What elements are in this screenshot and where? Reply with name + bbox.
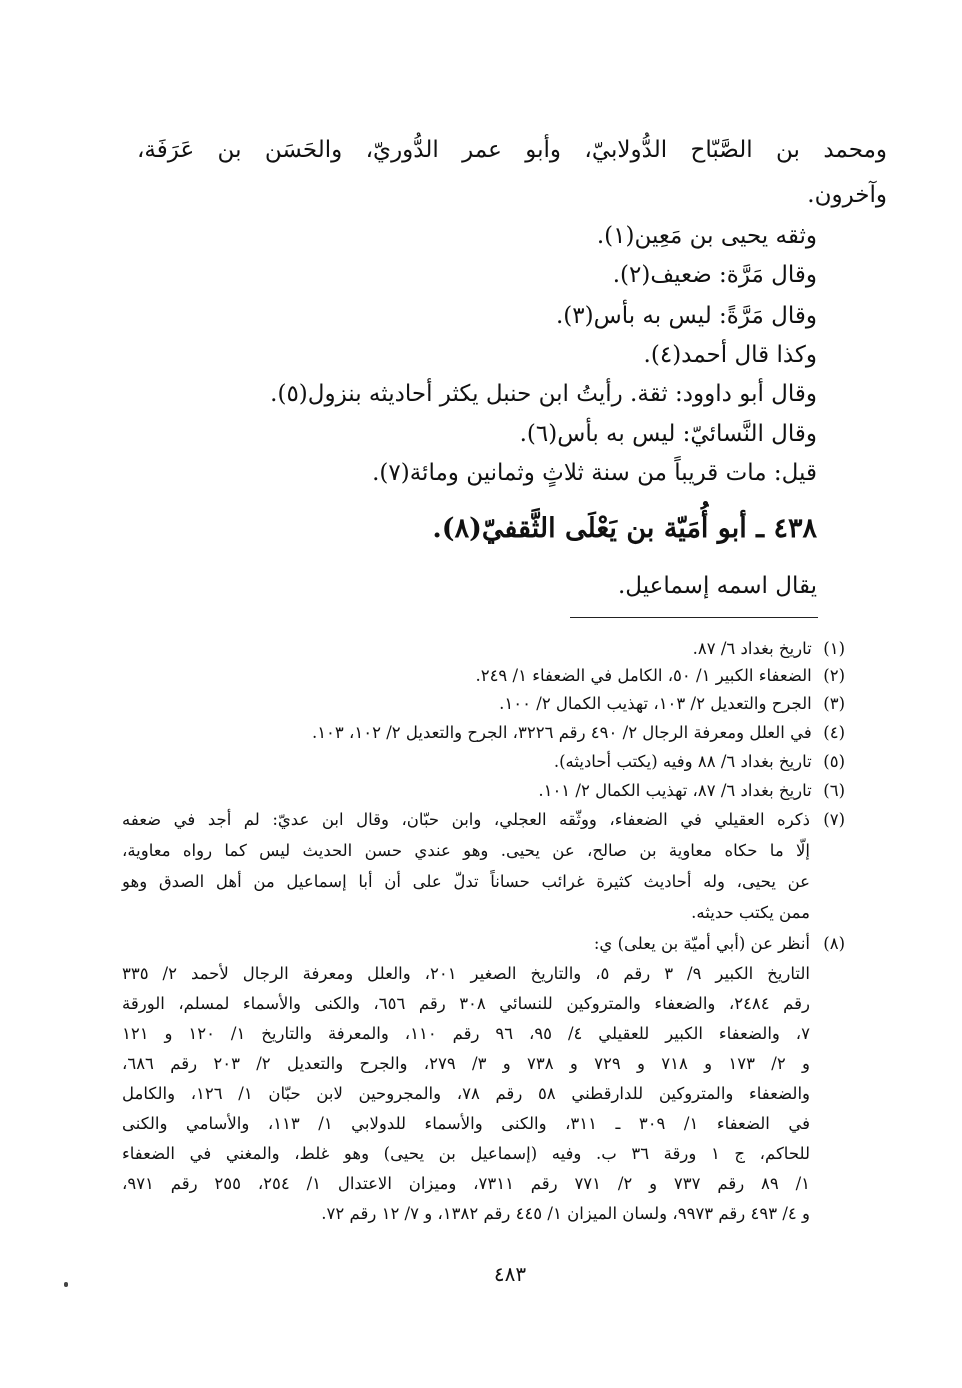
footnote-8-line-2: التاريخ الكبير ٩/ ٣ رقم ٥، والتاريخ الصغير ٢٠١، والعلل ومعرفة الرجال لأحمد ٢/ ٣٣٥	[122, 964, 811, 983]
entry-heading: ٤٣٨ ـ أبو أُمَيّة بن يَعْلَى الثَّقفيّ(٨).	[432, 513, 817, 544]
footnote-8-line-5: و ٢/ ١٧٣ و ٧١٨ و ٧٢٩ و ٧٣٨ و ٣/ ٢٧٩، والجرح والتعديل ٢/ ٢٠٣ رقم ٦٨٦،	[122, 1054, 810, 1073]
footnote-number: (٤)	[823, 723, 845, 742]
footnote-7-line-3: عن يحيى، وله أحاديث كثيرة غرائب حساناً تدلّ على أن أبا إسماعيل من أهل الصدق وهو	[122, 872, 810, 891]
footnote-2	[475, 666, 845, 685]
footnote-7-line-4: ممن يكتب حديثه.	[691, 903, 810, 922]
footnote-8-line-9: ١/ ٨٩ رقم ٧٣٧ و ٢/ ٧٧١ رقم ٧٣١١، وميزان الاعتدال ١/ ٢٥٤، ٢٥٥ رقم ٩٧١،	[122, 1174, 811, 1193]
body-line-after-heading: يقال اسمه إسماعيل.	[617, 573, 817, 599]
footnote-8-line-7: في الضعفاء ١/ ٣٠٩ ـ ٣١١، والكنى والأسماء للدولابي ١/ ١١٣، والأسامي والكنى	[122, 1114, 810, 1133]
footnote-7-line-2: إلّا ما حكاه معاوية بن صالح، عن يحيى. وهو عندي حسن الحديث ليس كما رواه معاوية،	[122, 841, 810, 860]
footnote-number: (٣)	[823, 694, 845, 713]
body-line-5: وقال مَرَّةً: ليس به بأس(٣).	[556, 303, 817, 329]
footnote-text: الجرح والتعديل ٢/ ١٠٣، تهذيب الكمال ٢/ ١٠٠.	[499, 694, 812, 713]
body-line-2: وآخرون.	[807, 182, 887, 208]
footnote-6	[538, 781, 845, 800]
footnote-text: الضعفاء الكبير ١/ ٥٠، الكامل في الضعفاء ١/ ٢٤٩.	[475, 666, 812, 685]
footnote-text: تاريخ بغداد ٦/ ٨٧، تهذيب الكمال ٢/ ١٠١.	[538, 781, 812, 800]
footnote-number: (٥)	[823, 752, 845, 771]
scan-speck	[64, 1282, 68, 1287]
footnote-text: في العلل ومعرفة الرجال ٢/ ٤٩٠ رقم ٣٢٢٦، الجرح والتعديل ٢/ ١٠٢، ١٠٣.	[311, 723, 812, 742]
footnote-number: (٢)	[823, 666, 845, 685]
body-line-6: وكذا قال أحمد(٤).	[643, 342, 817, 368]
body-line-7: وقال أبو داوود: ثقة. رأيتُ ابن حنبل يكثر أحاديثه بنزول(٥).	[270, 381, 817, 407]
body-line-1: ومحمد بن الصَّبّاح الدُّولابيّ، وأبو عمر الدُّوريّ، والحَسَن بن عَرَفَة،	[137, 137, 887, 163]
footnote-8-line-1: أنظر عن (أبي أميّة بن يعلى) ي:	[593, 934, 810, 953]
footnote-8-number: (٨)	[823, 934, 845, 953]
footnote-1	[693, 639, 845, 658]
footnote-separator	[570, 617, 818, 618]
footnote-5	[554, 752, 845, 771]
footnote-number: (١)	[823, 639, 845, 658]
body-line-4: وقال مَرَّة: ضعيف(٢).	[612, 262, 817, 288]
footnote-7-line-1: ذكره العقيلي في الضعفاء، ووثّقه العجلي، وابن حبّان، وقال ابن عديّ: لم أجد في ضعفه	[122, 810, 810, 829]
footnote-8-line-3: رقم ٢٤٨٤، والضعفاء والمتروكين للنسائي ٣٠٨ رقم ٦٥٦، والكنى والأسماء لمسلم، الورقة	[122, 994, 810, 1013]
footnote-4	[312, 723, 845, 742]
footnote-8-line-6: والضعفاء والمتروكين للدارقطني ٥٨ رقم ٧٨، والمجروحين لابن حبّان ١/ ١٢٦، والكامل	[122, 1084, 811, 1103]
page-number: ٤٨٣	[493, 1262, 527, 1286]
body-line-8: وقال النَّسائيّ: ليس به بأس(٦).	[519, 421, 817, 447]
footnote-text: تاريخ بغداد ٦/ ٨٨ وفيه (يكتب أحاديثه).	[553, 752, 812, 771]
footnote-text: تاريخ بغداد ٦/ ٨٧.	[692, 639, 812, 658]
footnote-number: (٦)	[823, 781, 845, 800]
footnote-7-number: (٧)	[823, 810, 845, 829]
footnote-8-line-10: و ٤/ ٤٩٣ رقم ٩٩٧٣، ولسان الميزان ١/ ٤٤٥ رقم ١٣٨٢، و ٧/ ١٢ رقم ٧٢.	[321, 1204, 810, 1223]
footnote-3	[499, 694, 845, 713]
body-line-3: وثقه يحيى بن مَعِين(١).	[596, 223, 817, 249]
footnote-8-line-4: ٧، والضعفاء الكبير للعقيلي ٤/ ٩٥، ٩٦ رقم ١١٠، والمعرفة والتاريخ ١/ ١٢٠ و ١٢١	[122, 1024, 810, 1043]
body-line-9: قيل: مات قريباً من سنة ثلاثٍ وثمانين ومائة(٧).	[372, 460, 817, 486]
footnote-8-line-8: للحاكم، ج ١ ورقة ٣٦ ب. وفيه (إسماعيل بن يحيى) وهو غلط، والمغني في الضعفاء	[122, 1144, 810, 1163]
